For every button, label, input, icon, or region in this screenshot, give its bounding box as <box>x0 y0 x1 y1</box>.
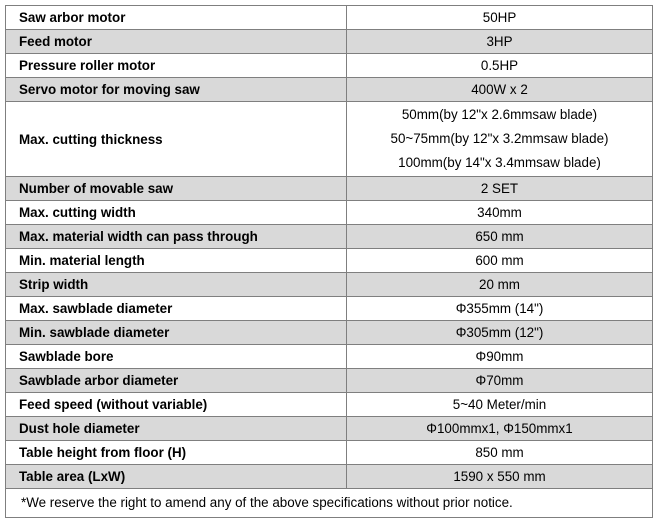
spec-value: 50HP <box>347 6 653 30</box>
spec-value: 1590 x 550 mm <box>347 465 653 489</box>
spec-label: Table height from floor (H) <box>6 441 347 465</box>
table-row <box>6 6 653 30</box>
spec-value-line: 50mm(by 12"x 2.6mmsaw blade) <box>401 107 598 122</box>
spec-label: Feed motor <box>6 30 347 54</box>
spec-value: Φ70mm <box>347 369 653 393</box>
spec-value-line: 50~75mm(by 12"x 3.2mmsaw blade) <box>390 131 609 146</box>
table-row <box>6 30 653 54</box>
table-row <box>6 345 653 369</box>
spec-label: Dust hole diameter <box>6 417 347 441</box>
spec-label: Sawblade bore <box>6 345 347 369</box>
table-row <box>6 54 653 78</box>
spec-label: Max. material width can pass through <box>6 225 347 249</box>
spec-label: Min. sawblade diameter <box>6 321 347 345</box>
spec-label: Max. cutting thickness <box>6 102 347 177</box>
spec-value: Φ305mm (12") <box>347 321 653 345</box>
spec-value: 2 SET <box>347 177 653 201</box>
spec-value: Φ355mm (14") <box>347 297 653 321</box>
spec-value-multi <box>347 102 653 177</box>
spec-label: Feed speed (without variable) <box>6 393 347 417</box>
spec-label: Number of movable saw <box>6 177 347 201</box>
spec-value-line: 100mm(by 14"x 3.4mmsaw blade) <box>398 155 601 170</box>
spec-label: Sawblade arbor diameter <box>6 369 347 393</box>
table-row <box>6 225 653 249</box>
table-row <box>6 249 653 273</box>
footnote: *We reserve the right to amend any of the above specifications without prior notice. <box>6 489 653 518</box>
table-row <box>6 369 653 393</box>
spec-table <box>5 5 653 518</box>
spec-label: Strip width <box>6 273 347 297</box>
table-row <box>6 297 653 321</box>
table-row <box>6 177 653 201</box>
table-row <box>6 465 653 489</box>
spec-value: 850 mm <box>347 441 653 465</box>
spec-value: Φ100mmx1, Φ150mmx1 <box>347 417 653 441</box>
spec-label: Max. sawblade diameter <box>6 297 347 321</box>
table-row <box>6 417 653 441</box>
spec-label: Max. cutting width <box>6 201 347 225</box>
table-row <box>6 321 653 345</box>
spec-value: 20 mm <box>347 273 653 297</box>
table-row <box>6 441 653 465</box>
table-row <box>6 201 653 225</box>
spec-value: 340mm <box>347 201 653 225</box>
spec-sheet <box>5 5 653 518</box>
spec-label: Saw arbor motor <box>6 6 347 30</box>
spec-label: Pressure roller motor <box>6 54 347 78</box>
spec-value: 600 mm <box>347 249 653 273</box>
spec-value: 3HP <box>347 30 653 54</box>
table-row <box>6 102 653 177</box>
table-row <box>6 78 653 102</box>
spec-label: Min. material length <box>6 249 347 273</box>
spec-value: 5~40 Meter/min <box>347 393 653 417</box>
spec-value: 400W x 2 <box>347 78 653 102</box>
spec-value: 0.5HP <box>347 54 653 78</box>
table-row <box>6 273 653 297</box>
spec-value: Φ90mm <box>347 345 653 369</box>
spec-label: Table area (LxW) <box>6 465 347 489</box>
table-row <box>6 393 653 417</box>
spec-value: 650 mm <box>347 225 653 249</box>
footnote-row <box>6 489 653 518</box>
spec-label: Servo motor for moving saw <box>6 78 347 102</box>
